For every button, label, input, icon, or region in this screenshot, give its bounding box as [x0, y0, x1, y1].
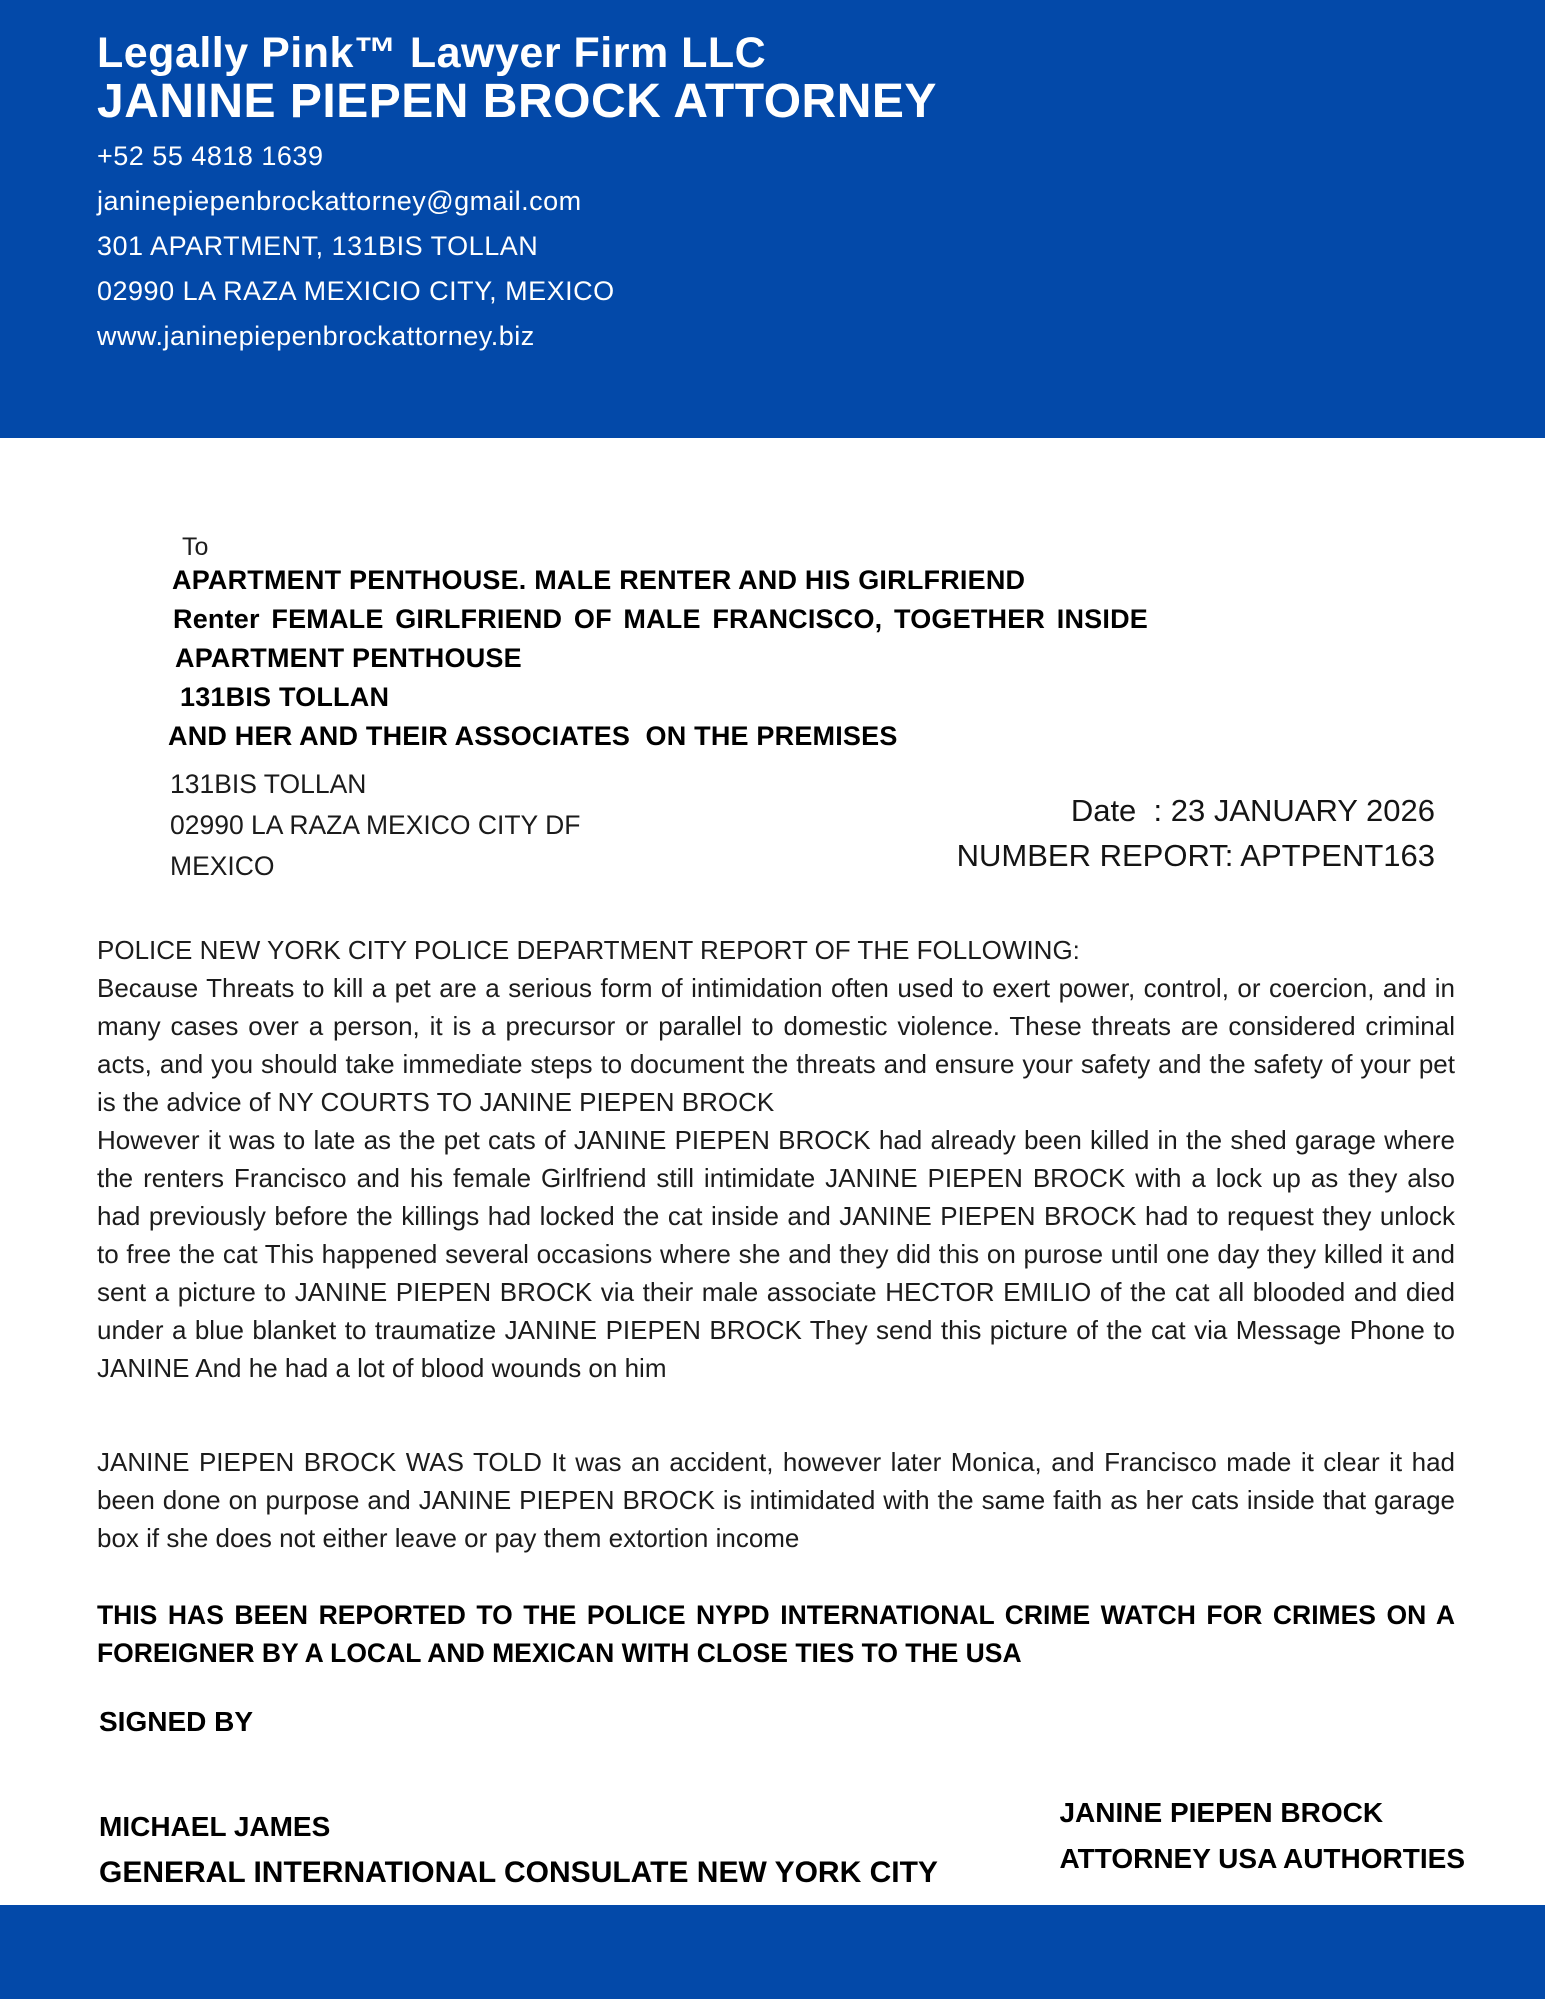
footer-bar [0, 1905, 1545, 1999]
recipient-line: APARTMENT PENTHOUSE [175, 643, 522, 673]
letterhead [0, 0, 1545, 438]
recipient-line: APARTMENT PENTHOUSE. MALE RENTER AND HIS GIRLFRIEND [172, 565, 1026, 595]
signature-row [99, 1797, 1465, 1896]
address-line: 02990 LA RAZA MEXICO CITY DF [170, 810, 581, 840]
address-line: 131BIS TOLLAN [170, 769, 367, 799]
address-date-row [0, 764, 1545, 887]
signer-title-left: GENERAL INTERNATIONAL CONSULATE NEW YORK CITY [99, 1856, 938, 1889]
letter-meta [957, 788, 1435, 887]
attorney-name: JANINE PIEPEN BROCK ATTORNEY [97, 75, 937, 128]
to-label: To [182, 533, 209, 561]
firm-name: Legally Pink™ Lawyer Firm LLC [97, 29, 767, 77]
paragraph-1: Because Threats to kill a pet are a serious form of intimidation often used to exert power, control, or coercion, and in many cases over a person, it is a precursor or parallel to domestic violence. These threats are considered criminal acts, and you should take immediate steps to document the threats and ensure your safety and the safety of your pet is the advice of NY COURTS TO JANINE PIEPEN BROCK [97, 973, 1455, 1117]
signature-section [0, 1706, 1545, 1896]
contact-info [97, 134, 1505, 359]
letter-body [97, 931, 1455, 1672]
notice-paragraph: THIS HAS BEEN REPORTED TO THE POLICE NYPD INTERNATIONAL CRIME WATCH FOR CRIMES ON A FOREIGNER BY A LOCAL AND MEXICAN WITH CLOSE TIES TO THE USA [97, 1600, 1455, 1668]
recipient-line: Renter FEMALE GIRLFRIEND OF MALE FRANCISCO, TOGETHER INSIDE [173, 604, 1148, 634]
signer-name-left: MICHAEL JAMES [99, 1811, 331, 1842]
signer-name-right: JANINE PIEPEN BROCK [1059, 1797, 1384, 1828]
recipient-address [170, 764, 580, 887]
paragraph-3: JANINE PIEPEN BROCK WAS TOLD It was an accident, however later Monica, and Francisco made it clear it had been done on purpose and JANINE PIEPEN BROCK is intimidated with the same faith as her cats inside that garage box if she does not either leave or pay them extortion income [97, 1447, 1455, 1553]
website-url: www.janinepiepenbrockattorney.biz [97, 321, 535, 351]
report-number-line: NUMBER REPORT: APTPENT163 [956, 838, 1435, 873]
paragraph-2: However it was to late as the pet cats of JANINE PIEPEN BROCK had already been killed in the shed garage where the renters Francisco and his female Girlfriend still intimidate JANINE PIEPEN BROCK with a lock up as they also had previously before the killings had locked the cat inside and JANINE PIEPEN BROCK had to request they unlock to free the cat This happened several occasions where she and they did this on purose until one day they killed it and sent a picture to JANINE PIEPEN BROCK via their male associate HECTOR EMILIO of the cat all blooded and died under a blue blanket to traumatize JANINE PIEPEN BROCK They send this picture of the cat via Message Phone to JANINE And he had a lot of blood wounds on him [97, 1125, 1455, 1383]
recipient-line: 131BIS TOLLAN [180, 682, 390, 712]
signer-title-right: ATTORNEY USA AUTHORTIES [1059, 1843, 1465, 1874]
report-intro: POLICE NEW YORK CITY POLICE DEPARTMENT REPORT OF THE FOLLOWING: [97, 935, 1080, 965]
phone-number: +52 55 4818 1639 [97, 141, 324, 171]
city-address: 02990 LA RAZA MEXICIO CITY, MEXICO [97, 276, 615, 306]
date-line: Date : 23 JANUARY 2026 [1070, 793, 1435, 828]
street-address: 301 APARTMENT, 131BIS TOLLAN [97, 231, 539, 261]
recipient-block [168, 534, 1545, 756]
signature-left [99, 1804, 938, 1896]
signed-by-label: SIGNED BY [99, 1706, 254, 1737]
address-line: MEXICO [170, 851, 275, 881]
email-address: janinepiepenbrockattorney@gmail.com [97, 186, 582, 216]
recipient-line: AND HER AND THEIR ASSOCIATES ON THE PREMISES [168, 721, 898, 751]
signature-right [1059, 1790, 1465, 1882]
